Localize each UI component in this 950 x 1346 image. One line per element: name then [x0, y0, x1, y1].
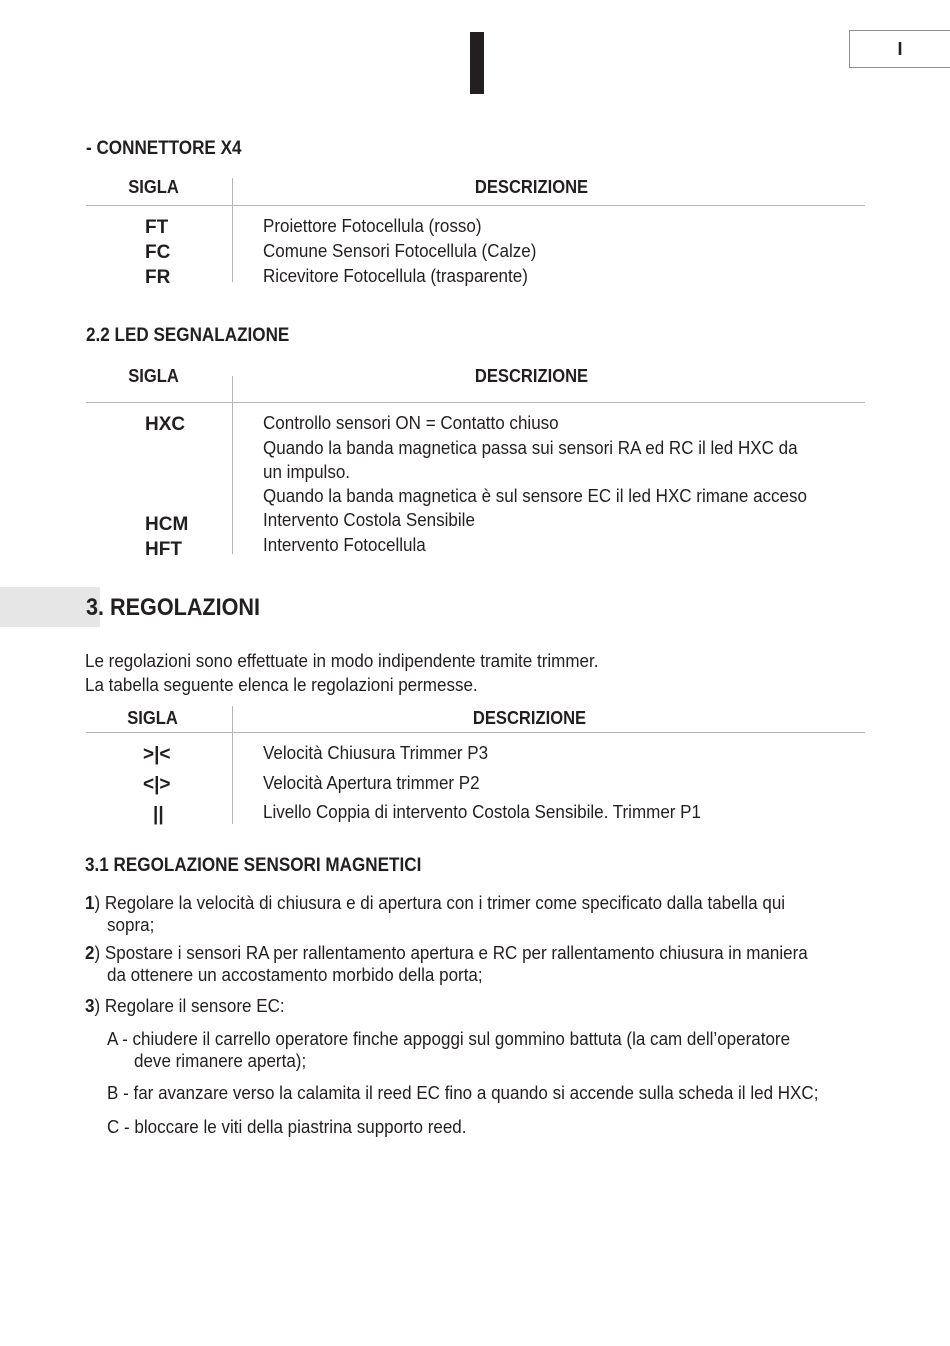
- sensori-step-2-cont: da ottenere un accostamento morbido della porta;: [107, 964, 483, 985]
- led-hxc-line-2: Quando la banda magnetica passa sui sensori RA ed RC il led HXC da: [263, 437, 798, 458]
- connettore-title: - CONNETTORE X4: [86, 138, 242, 159]
- language-tab: I: [849, 30, 950, 68]
- sensori-step-2-number: 2: [85, 942, 95, 963]
- sensori-step-2-text: ) Spostare i sensori RA per rallentamento apertura e RC per rallentamento chiusura in maniera: [94, 942, 808, 963]
- connettore-code-ft: FT: [145, 217, 169, 238]
- led-col-sigla: SIGLA: [128, 366, 179, 386]
- connettore-header-divider: [86, 205, 865, 206]
- led-hxc-line-1: Controllo sensori ON = Contatto chiuso: [263, 412, 559, 433]
- connettore-col-sigla: SIGLA: [128, 177, 179, 197]
- section-band: [0, 587, 100, 627]
- regolazioni-code-chiusura: >|<: [143, 744, 171, 765]
- regolazioni-desc-chiusura: Velocità Chiusura Trimmer P3: [263, 742, 489, 763]
- sensori-title: 3.1 REGOLAZIONE SENSORI MAGNETICI: [85, 855, 422, 876]
- led-hxc-line-3: un impulso.: [263, 461, 351, 482]
- regolazioni-header-divider: [86, 732, 865, 733]
- regolazioni-desc-coppia: Livello Coppia di intervento Costola Sensibile. Trimmer P1: [263, 801, 702, 822]
- led-col-descrizione: DESCRIZIONE: [474, 366, 589, 386]
- connettore-col-descrizione: DESCRIZIONE: [474, 177, 589, 197]
- led-code-hcm: HCM: [145, 514, 189, 535]
- sensori-step-2: [85, 942, 808, 964]
- regolazioni-code-coppia: ||: [153, 804, 164, 825]
- regolazioni-intro-2: La tabella seguente elenca le regolazioni permesse.: [85, 674, 478, 695]
- connettore-desc-ft: Proiettore Fotocellula (rosso): [263, 215, 482, 236]
- sensori-step-1-text: ) Regolare la velocità di chiusura e di apertura con i trimer come specificato dalla tabella qui: [94, 892, 786, 913]
- led-code-hxc: HXC: [145, 414, 186, 435]
- sensori-sub-b: B - far avanzare verso la calamita il reed EC fino a quando si accende sulla scheda il led HXC;: [107, 1082, 819, 1103]
- connettore-code-fr: FR: [145, 267, 171, 288]
- regolazioni-column-divider: [232, 706, 233, 824]
- sensori-sub-a: A - chiudere il carrello operatore finche appoggi sul gommino battuta (la cam dell’operatore: [107, 1028, 791, 1049]
- led-code-hft: HFT: [145, 539, 182, 560]
- sensori-step-1: [85, 892, 785, 914]
- connettore-column-divider: [232, 178, 233, 282]
- regolazioni-intro-1: Le regolazioni sono effettuate in modo indipendente tramite trimmer.: [85, 650, 599, 671]
- regolazioni-desc-apertura: Velocità Apertura trimmer P2: [263, 772, 480, 793]
- sensori-sub-c: C - bloccare le viti della piastrina supporto reed.: [107, 1116, 467, 1137]
- led-title: 2.2 LED SEGNALAZIONE: [86, 325, 290, 346]
- sensori-step-1-cont: sopra;: [107, 914, 155, 935]
- chapter-letter-mark: [470, 32, 484, 94]
- led-header-divider: [86, 402, 865, 403]
- regolazioni-col-sigla: SIGLA: [127, 708, 178, 728]
- led-desc-hcm: Intervento Costola Sensibile: [263, 509, 475, 530]
- regolazioni-col-descrizione: DESCRIZIONE: [472, 708, 587, 728]
- sensori-step-3-number: 3: [85, 995, 95, 1016]
- sensori-sub-a-cont: deve rimanere aperta);: [134, 1050, 307, 1071]
- sensori-step-1-number: 1: [85, 892, 95, 913]
- led-hxc-line-4: Quando la banda magnetica è sul sensore EC il led HXC rimane acceso: [263, 485, 807, 506]
- regolazioni-code-apertura: <|>: [143, 774, 171, 795]
- regolazioni-title: 3. REGOLAZIONI: [86, 594, 261, 621]
- connettore-desc-fr: Ricevitore Fotocellula (trasparente): [263, 265, 528, 286]
- connettore-code-fc: FC: [145, 242, 171, 263]
- led-desc-hft: Intervento Fotocellula: [263, 534, 426, 555]
- sensori-step-3-text: ) Regolare il sensore EC:: [94, 995, 285, 1016]
- connettore-desc-fc: Comune Sensori Fotocellula (Calze): [263, 240, 537, 261]
- sensori-step-3: [85, 995, 285, 1017]
- led-column-divider: [232, 376, 233, 554]
